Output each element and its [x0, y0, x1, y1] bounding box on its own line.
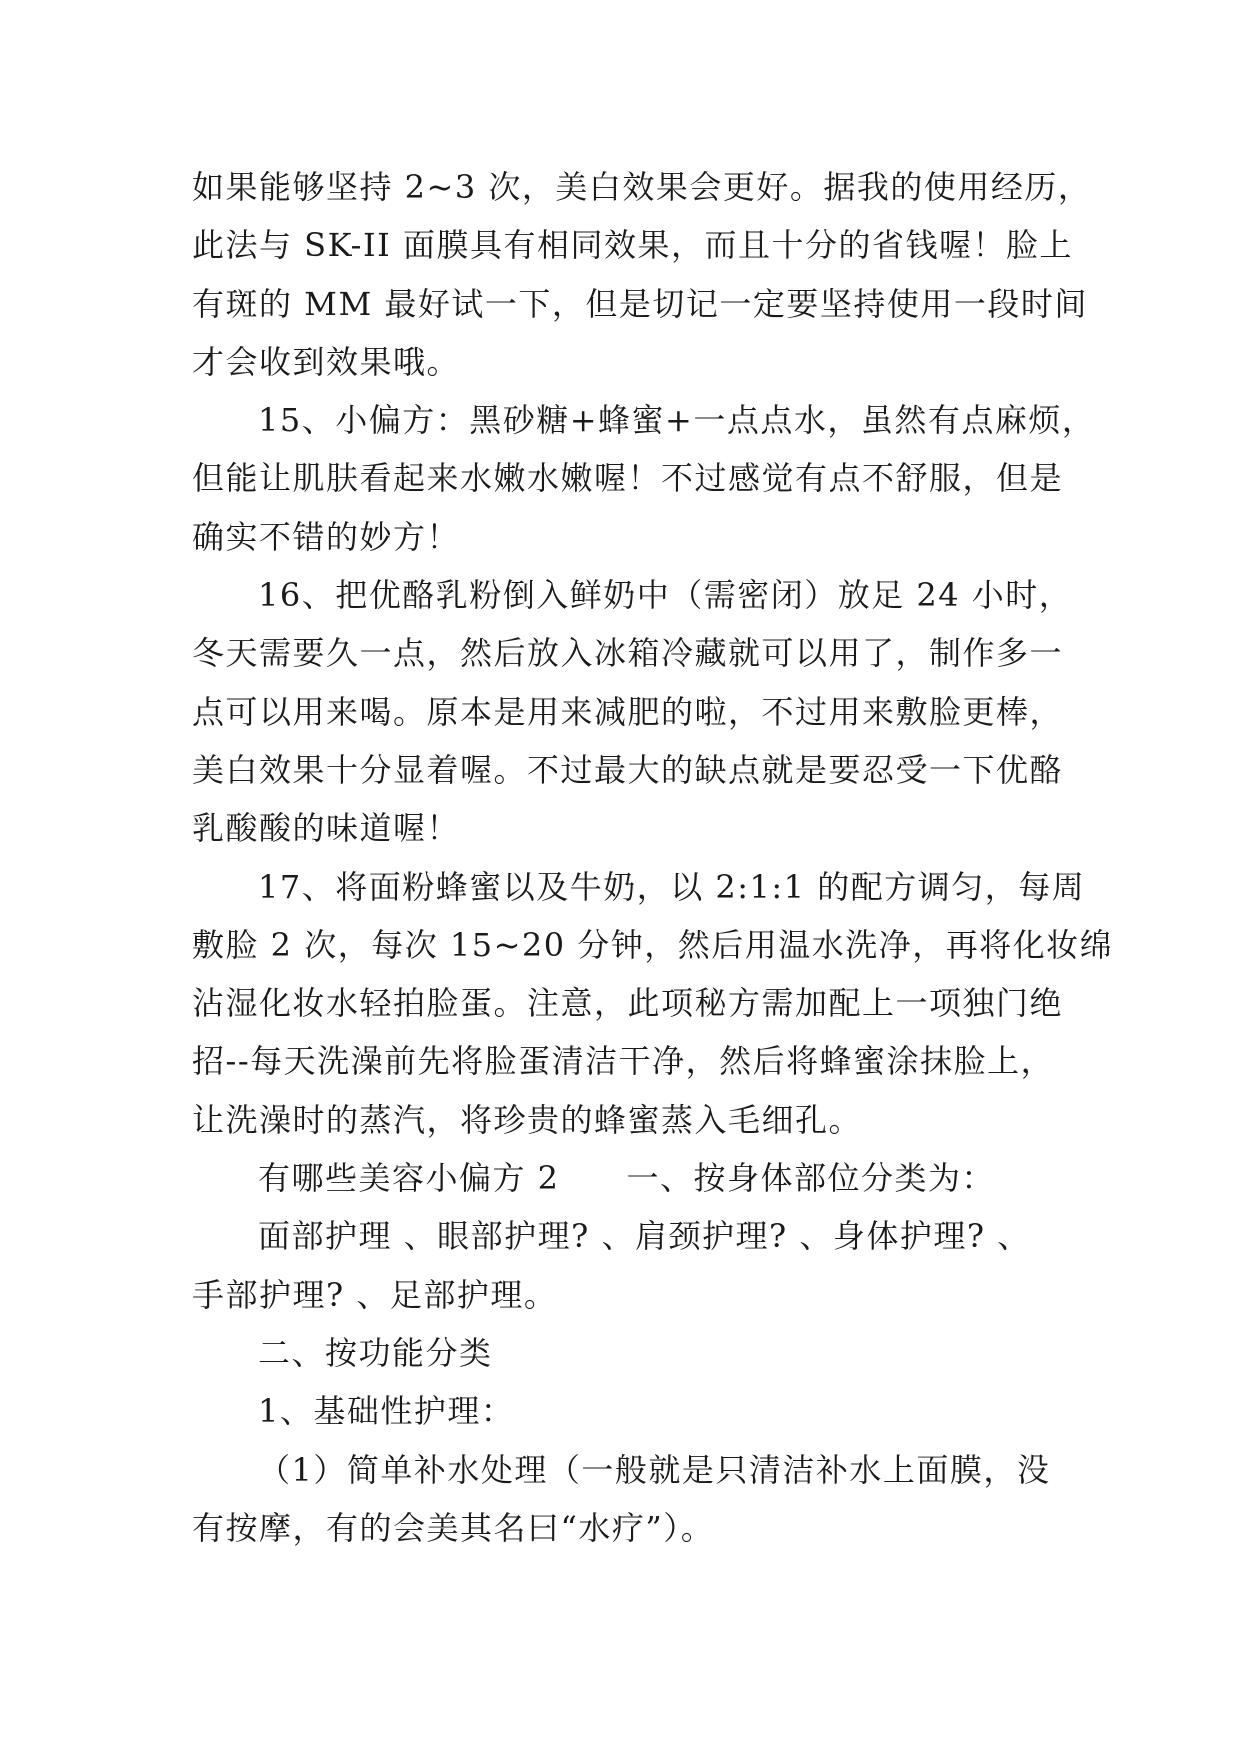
text-line: 点可以用来喝。原本是用来减肥的啦，不过用来敷脸更棒，	[192, 692, 1064, 731]
function-heading	[192, 1324, 1082, 1382]
text-line: 乳酸酸的味道喔！	[192, 809, 461, 848]
text-line: 敷脸 2 次，每次 15~20 分钟，然后用温水洗净，再将化妆绵	[192, 925, 1114, 964]
text-line: 冬天需要久一点，然后放入冰箱冷藏就可以用了，制作多一	[192, 634, 1064, 673]
text-line: 沾湿化妆水轻拍脸蛋。注意，此项秘方需加配上一项独门绝	[192, 984, 1064, 1023]
text-line: 1、基础性护理：	[258, 1392, 515, 1431]
body-parts-list	[192, 1207, 1082, 1324]
text-line: 手部护理? 、足部护理。	[192, 1275, 558, 1314]
text-line: 如果能够坚持 2~3 次，美白效果会更好。据我的使用经历，	[192, 168, 1092, 206]
text-line: 确实不错的妙方！	[192, 517, 461, 556]
text-line: （1）简单补水处理（一般就是只清洁补水上面膜，没	[258, 1450, 1051, 1489]
paragraph-1	[192, 158, 1092, 391]
text-line: 招--每天洗澡前先将脸蛋清洁干净，然后将蜂蜜涂抹脸上，	[192, 1042, 1055, 1081]
paragraph-15	[192, 391, 1096, 566]
text-line: 让洗澡时的蒸汽，将珍贵的蜂蜜蒸入毛细孔。	[192, 1100, 863, 1139]
text-line: 才会收到效果哦。	[192, 342, 461, 381]
text-line: 面部护理 、眼部护理? 、肩颈护理? 、身体护理? 、	[258, 1217, 1031, 1256]
text-line: 二、按功能分类	[258, 1333, 493, 1372]
document-page	[192, 158, 1114, 1557]
paragraph-16	[192, 566, 1082, 857]
text-line: 美白效果十分显着喔。不过最大的缺点就是要忍受一下优酪	[192, 750, 1064, 789]
text-line: 15、小偏方：黑砂糖+蜂蜜+一点点水，虽然有点麻烦，	[258, 401, 1096, 440]
text-line: 17、将面粉蜂蜜以及牛奶，以 2:1:1 的配方调匀，每周	[258, 867, 1086, 906]
section-heading	[192, 1149, 1082, 1207]
basic-care-heading	[192, 1382, 1082, 1440]
text-line: 有哪些美容小偏方 2 一、按身体部位分类为：	[258, 1159, 996, 1198]
text-line: 有斑的 MM 最好试一下，但是切记一定要坚持使用一段时间	[192, 284, 1088, 323]
text-line: 有按摩，有的会美其名曰“水疗”）。	[192, 1508, 715, 1547]
basic-care-item-1	[192, 1441, 1082, 1558]
paragraph-17	[192, 858, 1114, 1149]
text-line: 此法与 SK-II 面膜具有相同效果，而且十分的省钱喔！脸上	[192, 226, 1073, 265]
text-line: 但能让肌肤看起来水嫩水嫩喔！不过感觉有点不舒服，但是	[192, 459, 1064, 498]
text-line: 16、把优酪乳粉倒入鲜奶中（需密闭）放足 24 小时，	[258, 576, 1073, 615]
